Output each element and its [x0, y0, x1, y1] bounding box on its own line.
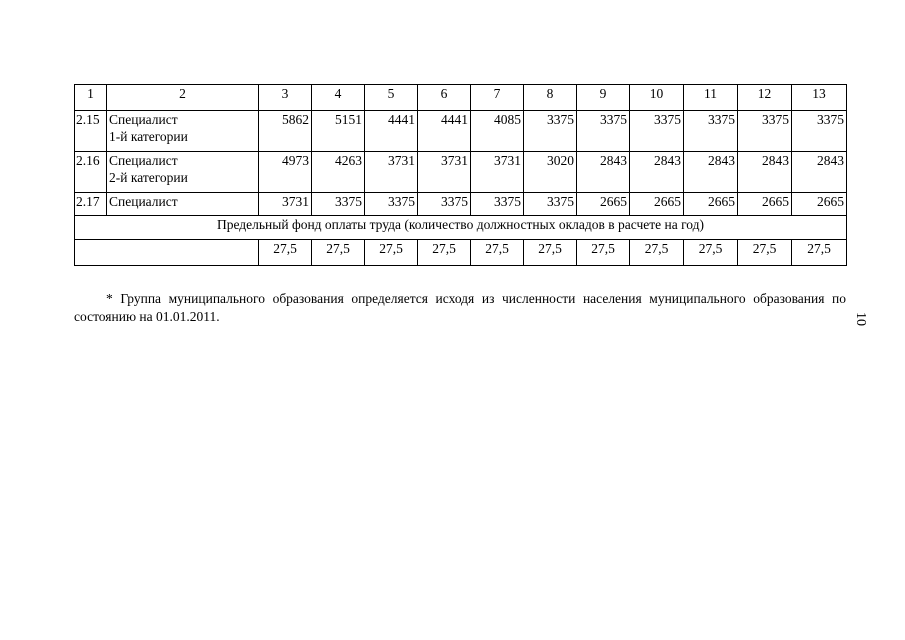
- row-position-name: [107, 152, 259, 193]
- column-header: 10: [630, 85, 684, 111]
- fund-value-cell: 27,5: [684, 240, 738, 266]
- fund-label-row: [75, 216, 847, 240]
- column-header: 11: [684, 85, 738, 111]
- table-cell: 2665: [792, 193, 847, 216]
- table-cell: 3731: [365, 152, 418, 193]
- fund-value-cell: 27,5: [524, 240, 577, 266]
- row-code: 2.17: [75, 193, 107, 216]
- table-cell: 4973: [259, 152, 312, 193]
- table-cell: 5862: [259, 111, 312, 152]
- position-line: 2-й категории: [109, 170, 188, 185]
- column-header: 3: [259, 85, 312, 111]
- table-row: [75, 193, 847, 216]
- fund-value-cell: 27,5: [577, 240, 630, 266]
- table-cell: 3731: [471, 152, 524, 193]
- fund-value-cell: 27,5: [792, 240, 847, 266]
- table-cell: 3375: [471, 193, 524, 216]
- table-row: [75, 152, 847, 193]
- column-header: 1: [75, 85, 107, 111]
- table-header-row: [75, 85, 847, 111]
- column-header: 13: [792, 85, 847, 111]
- fund-value-cell: 27,5: [738, 240, 792, 266]
- table-cell: 3375: [524, 193, 577, 216]
- table-cell: 4441: [418, 111, 471, 152]
- position-line: Специалист: [109, 112, 178, 127]
- table-cell: 3375: [792, 111, 847, 152]
- salary-table: [74, 84, 847, 266]
- table-cell: 3731: [259, 193, 312, 216]
- table-cell: 3375: [365, 193, 418, 216]
- fund-value-cell: 27,5: [630, 240, 684, 266]
- table-cell: 2843: [792, 152, 847, 193]
- row-code: 2.16: [75, 152, 107, 193]
- table-cell: 4085: [471, 111, 524, 152]
- table-row: [75, 111, 847, 152]
- footnote: * Группа муниципального образования определяется исходя из численности населения муниципального образования по состоянию на 01.01.2011.: [74, 291, 846, 324]
- table-cell: 2665: [684, 193, 738, 216]
- page-number: 10: [853, 312, 868, 326]
- table-cell: 3375: [738, 111, 792, 152]
- column-header: 2: [107, 85, 259, 111]
- table-cell: 4263: [312, 152, 365, 193]
- column-header: 9: [577, 85, 630, 111]
- row-position-name: [107, 111, 259, 152]
- column-header: 5: [365, 85, 418, 111]
- table-cell: 3731: [418, 152, 471, 193]
- row-position-name: Специалист: [107, 193, 259, 216]
- table-cell: 3375: [630, 111, 684, 152]
- fund-value-cell: 27,5: [365, 240, 418, 266]
- table-cell: 2665: [577, 193, 630, 216]
- position-line: 1-й категории: [109, 129, 188, 144]
- table-cell: 3020: [524, 152, 577, 193]
- table-cell: 4441: [365, 111, 418, 152]
- table-cell: 2843: [630, 152, 684, 193]
- table-cell: 3375: [312, 193, 365, 216]
- table-cell: 2665: [630, 193, 684, 216]
- fund-value-cell: 27,5: [471, 240, 524, 266]
- column-header: 12: [738, 85, 792, 111]
- column-header: 7: [471, 85, 524, 111]
- table-cell: 3375: [524, 111, 577, 152]
- fund-value-cell: 27,5: [312, 240, 365, 266]
- table-cell: 2843: [577, 152, 630, 193]
- empty-cell: [75, 240, 259, 266]
- table-cell: 5151: [312, 111, 365, 152]
- row-code: 2.15: [75, 111, 107, 152]
- table-cell: 3375: [684, 111, 738, 152]
- table-cell: 3375: [577, 111, 630, 152]
- table-cell: 2665: [738, 193, 792, 216]
- table-cell: 3375: [418, 193, 471, 216]
- fund-label: Предельный фонд оплаты труда (количество должностных окладов в расчете на год): [75, 216, 847, 240]
- position-line: Специалист: [109, 153, 178, 168]
- table-cell: 2843: [684, 152, 738, 193]
- fund-value-cell: 27,5: [418, 240, 471, 266]
- column-header: 8: [524, 85, 577, 111]
- column-header: 6: [418, 85, 471, 111]
- fund-value-cell: 27,5: [259, 240, 312, 266]
- table-cell: 2843: [738, 152, 792, 193]
- fund-values-row: [75, 240, 847, 266]
- column-header: 4: [312, 85, 365, 111]
